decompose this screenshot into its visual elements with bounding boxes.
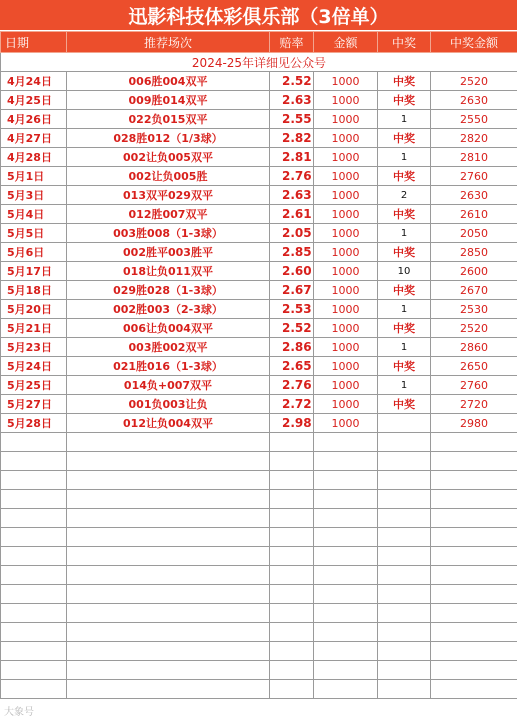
empty-cell (431, 452, 517, 471)
cell-payout: 2630 (431, 91, 517, 110)
cell-payout: 2610 (431, 205, 517, 224)
cell-match: 002胜平003胜平 (67, 243, 270, 262)
empty-cell (378, 433, 431, 452)
empty-cell (67, 433, 270, 452)
table-row (1, 167, 517, 186)
empty-cell (314, 452, 378, 471)
empty-cell (378, 661, 431, 680)
cell-win: 中奖 (378, 357, 431, 376)
cell-amount: 1000 (314, 148, 378, 167)
empty-cell (431, 433, 517, 452)
table-row (1, 110, 517, 129)
cell-odds: 2.76 (270, 167, 314, 186)
cell-match: 009胜014双平 (67, 91, 270, 110)
empty-cell (1, 433, 67, 452)
cell-amount: 1000 (314, 357, 378, 376)
cell-win: 中奖 (378, 395, 431, 414)
empty-cell (67, 604, 270, 623)
empty-cell (67, 471, 270, 490)
cell-win: 1 (378, 300, 431, 319)
cell-payout: 2760 (431, 167, 517, 186)
cell-odds: 2.98 (270, 414, 314, 433)
table-row (1, 376, 517, 395)
empty-cell (378, 623, 431, 642)
empty-row (1, 623, 517, 642)
cell-date: 5月25日 (1, 376, 67, 395)
empty-cell (67, 509, 270, 528)
empty-cell (378, 566, 431, 585)
empty-cell (67, 547, 270, 566)
cell-match: 013双平029双平 (67, 186, 270, 205)
cell-match: 006胜004双平 (67, 72, 270, 91)
empty-cell (378, 509, 431, 528)
empty-cell (314, 623, 378, 642)
empty-cell (431, 642, 517, 661)
cell-date: 5月1日 (1, 167, 67, 186)
cell-payout: 2650 (431, 357, 517, 376)
cell-date: 4月24日 (1, 72, 67, 91)
cell-odds: 2.72 (270, 395, 314, 414)
empty-cell (270, 452, 314, 471)
cell-match: 018让负011双平 (67, 262, 270, 281)
subtitle: 2024-25年详细见公众号 (1, 53, 517, 72)
empty-cell (378, 471, 431, 490)
header-odds: 赔率 (270, 32, 314, 53)
cell-payout: 2050 (431, 224, 517, 243)
empty-cell (431, 547, 517, 566)
empty-row (1, 642, 517, 661)
table-row (1, 357, 517, 376)
empty-cell (270, 642, 314, 661)
cell-win: 中奖 (378, 129, 431, 148)
cell-payout: 2550 (431, 110, 517, 129)
table-row (1, 129, 517, 148)
empty-cell (431, 528, 517, 547)
cell-date: 5月4日 (1, 205, 67, 224)
empty-cell (67, 566, 270, 585)
empty-cell (314, 471, 378, 490)
table-row (1, 243, 517, 262)
empty-cell (1, 642, 67, 661)
cell-amount: 1000 (314, 167, 378, 186)
cell-odds: 2.65 (270, 357, 314, 376)
table-row (1, 414, 517, 433)
empty-cell (1, 471, 67, 490)
subtitle-row (1, 53, 517, 72)
empty-cell (270, 661, 314, 680)
cell-match: 014负+007双平 (67, 376, 270, 395)
empty-cell (270, 490, 314, 509)
cell-amount: 1000 (314, 243, 378, 262)
empty-cell (378, 452, 431, 471)
empty-cell (314, 604, 378, 623)
cell-win: 中奖 (378, 281, 431, 300)
cell-amount: 1000 (314, 395, 378, 414)
empty-cell (314, 661, 378, 680)
cell-amount: 1000 (314, 205, 378, 224)
cell-win: 1 (378, 110, 431, 129)
cell-win: 1 (378, 376, 431, 395)
table-row (1, 205, 517, 224)
empty-row (1, 547, 517, 566)
empty-cell (314, 585, 378, 604)
table-row (1, 281, 517, 300)
empty-cell (314, 433, 378, 452)
empty-cell (431, 623, 517, 642)
empty-cell (270, 433, 314, 452)
empty-row (1, 585, 517, 604)
table-row (1, 338, 517, 357)
cell-win: 中奖 (378, 243, 431, 262)
empty-cell (270, 547, 314, 566)
empty-cell (378, 528, 431, 547)
empty-cell (1, 585, 67, 604)
empty-cell (1, 452, 67, 471)
empty-cell (378, 642, 431, 661)
cell-payout: 2600 (431, 262, 517, 281)
empty-row (1, 490, 517, 509)
cell-match: 006让负004双平 (67, 319, 270, 338)
empty-cell (270, 566, 314, 585)
cell-match: 002让负005胜 (67, 167, 270, 186)
cell-odds: 2.85 (270, 243, 314, 262)
table-row (1, 319, 517, 338)
cell-payout: 2760 (431, 376, 517, 395)
cell-win: 中奖 (378, 72, 431, 91)
empty-cell (314, 566, 378, 585)
empty-cell (1, 509, 67, 528)
cell-date: 5月5日 (1, 224, 67, 243)
cell-amount: 1000 (314, 72, 378, 91)
cell-payout: 2630 (431, 186, 517, 205)
cell-payout: 2520 (431, 72, 517, 91)
empty-cell (1, 680, 67, 699)
cell-odds: 2.67 (270, 281, 314, 300)
empty-cell (270, 528, 314, 547)
empty-cell (1, 490, 67, 509)
cell-amount: 1000 (314, 110, 378, 129)
cell-payout: 2670 (431, 281, 517, 300)
empty-cell (270, 585, 314, 604)
empty-cell (270, 623, 314, 642)
cell-odds: 2.76 (270, 376, 314, 395)
empty-cell (431, 509, 517, 528)
cell-amount: 1000 (314, 281, 378, 300)
cell-date: 5月3日 (1, 186, 67, 205)
cell-match: 003胜008（1-3球） (67, 224, 270, 243)
empty-cell (314, 547, 378, 566)
empty-cell (378, 585, 431, 604)
empty-cell (1, 604, 67, 623)
cell-amount: 1000 (314, 414, 378, 433)
cell-amount: 1000 (314, 186, 378, 205)
table-row (1, 300, 517, 319)
empty-cell (270, 680, 314, 699)
cell-payout: 2820 (431, 129, 517, 148)
table-row (1, 148, 517, 167)
header-match: 推荐场次 (67, 32, 270, 53)
table-row (1, 395, 517, 414)
empty-cell (67, 680, 270, 699)
header-amount: 金额 (314, 32, 378, 53)
table-row (1, 262, 517, 281)
empty-cell (378, 604, 431, 623)
empty-cell (270, 471, 314, 490)
cell-odds: 2.63 (270, 186, 314, 205)
cell-amount: 1000 (314, 129, 378, 148)
cell-match: 003胜002双平 (67, 338, 270, 357)
empty-cell (67, 661, 270, 680)
cell-match: 029胜028（1-3球） (67, 281, 270, 300)
cell-odds: 2.63 (270, 91, 314, 110)
watermark: 大象号 (4, 707, 34, 718)
empty-cell (67, 585, 270, 604)
cell-date: 4月25日 (1, 91, 67, 110)
cell-match: 021胜016（1-3球） (67, 357, 270, 376)
cell-amount: 1000 (314, 224, 378, 243)
cell-odds: 2.60 (270, 262, 314, 281)
empty-row (1, 680, 517, 699)
cell-date: 4月28日 (1, 148, 67, 167)
header-date: 日期 (1, 32, 67, 53)
results-table (0, 31, 517, 699)
empty-cell (67, 623, 270, 642)
cell-odds: 2.52 (270, 72, 314, 91)
cell-odds: 2.53 (270, 300, 314, 319)
empty-cell (270, 509, 314, 528)
cell-date: 5月17日 (1, 262, 67, 281)
empty-row (1, 528, 517, 547)
cell-match: 001负003让负 (67, 395, 270, 414)
empty-cell (1, 547, 67, 566)
empty-cell (431, 604, 517, 623)
empty-cell (67, 490, 270, 509)
empty-cell (314, 680, 378, 699)
empty-cell (431, 680, 517, 699)
empty-cell (431, 471, 517, 490)
cell-amount: 1000 (314, 376, 378, 395)
cell-amount: 1000 (314, 91, 378, 110)
empty-cell (314, 490, 378, 509)
cell-date: 5月24日 (1, 357, 67, 376)
cell-date: 5月20日 (1, 300, 67, 319)
cell-payout: 2860 (431, 338, 517, 357)
cell-win: 中奖 (378, 167, 431, 186)
header-win: 中奖 (378, 32, 431, 53)
empty-cell (1, 661, 67, 680)
cell-win: 2 (378, 186, 431, 205)
empty-cell (431, 585, 517, 604)
empty-row (1, 661, 517, 680)
cell-date: 5月6日 (1, 243, 67, 262)
cell-date: 4月27日 (1, 129, 67, 148)
cell-win: 1 (378, 338, 431, 357)
cell-odds: 2.86 (270, 338, 314, 357)
table-row (1, 91, 517, 110)
cell-win (378, 414, 431, 433)
cell-amount: 1000 (314, 300, 378, 319)
empty-cell (1, 623, 67, 642)
cell-date: 4月26日 (1, 110, 67, 129)
empty-cell (314, 528, 378, 547)
empty-cell (67, 642, 270, 661)
cell-amount: 1000 (314, 262, 378, 281)
table-row (1, 224, 517, 243)
cell-date: 5月28日 (1, 414, 67, 433)
empty-cell (431, 490, 517, 509)
empty-row (1, 604, 517, 623)
cell-payout: 2520 (431, 319, 517, 338)
cell-payout: 2980 (431, 414, 517, 433)
cell-match: 022负015双平 (67, 110, 270, 129)
empty-row (1, 433, 517, 452)
empty-cell (314, 509, 378, 528)
cell-odds: 2.81 (270, 148, 314, 167)
cell-odds: 2.61 (270, 205, 314, 224)
cell-match: 002让负005双平 (67, 148, 270, 167)
cell-match: 028胜012（1/3球） (67, 129, 270, 148)
empty-row (1, 566, 517, 585)
empty-cell (67, 528, 270, 547)
cell-odds: 2.55 (270, 110, 314, 129)
header-payout: 中奖金额 (431, 32, 517, 53)
table-row (1, 186, 517, 205)
table-row (1, 72, 517, 91)
empty-row (1, 509, 517, 528)
cell-date: 5月27日 (1, 395, 67, 414)
cell-win: 中奖 (378, 205, 431, 224)
empty-row (1, 471, 517, 490)
empty-cell (378, 680, 431, 699)
cell-win: 中奖 (378, 319, 431, 338)
cell-win: 中奖 (378, 91, 431, 110)
cell-payout: 2720 (431, 395, 517, 414)
cell-match: 012胜007双平 (67, 205, 270, 224)
empty-cell (67, 452, 270, 471)
cell-win: 1 (378, 148, 431, 167)
empty-cell (378, 547, 431, 566)
cell-date: 5月18日 (1, 281, 67, 300)
cell-win: 1 (378, 224, 431, 243)
cell-amount: 1000 (314, 319, 378, 338)
cell-odds: 2.05 (270, 224, 314, 243)
cell-odds: 2.82 (270, 129, 314, 148)
cell-match: 012让负004双平 (67, 414, 270, 433)
cell-odds: 2.52 (270, 319, 314, 338)
cell-payout: 2530 (431, 300, 517, 319)
cell-date: 5月21日 (1, 319, 67, 338)
empty-cell (431, 661, 517, 680)
cell-win: 10 (378, 262, 431, 281)
empty-cell (378, 490, 431, 509)
cell-payout: 2810 (431, 148, 517, 167)
cell-date: 5月23日 (1, 338, 67, 357)
empty-cell (1, 566, 67, 585)
cell-match: 002胜003（2-3球） (67, 300, 270, 319)
sheet-title: 迅影科技体彩俱乐部（3倍单） (0, 0, 517, 31)
header-row (1, 32, 517, 53)
cell-amount: 1000 (314, 338, 378, 357)
empty-cell (431, 566, 517, 585)
empty-cell (314, 642, 378, 661)
cell-payout: 2850 (431, 243, 517, 262)
empty-cell (1, 528, 67, 547)
empty-cell (270, 604, 314, 623)
empty-row (1, 452, 517, 471)
